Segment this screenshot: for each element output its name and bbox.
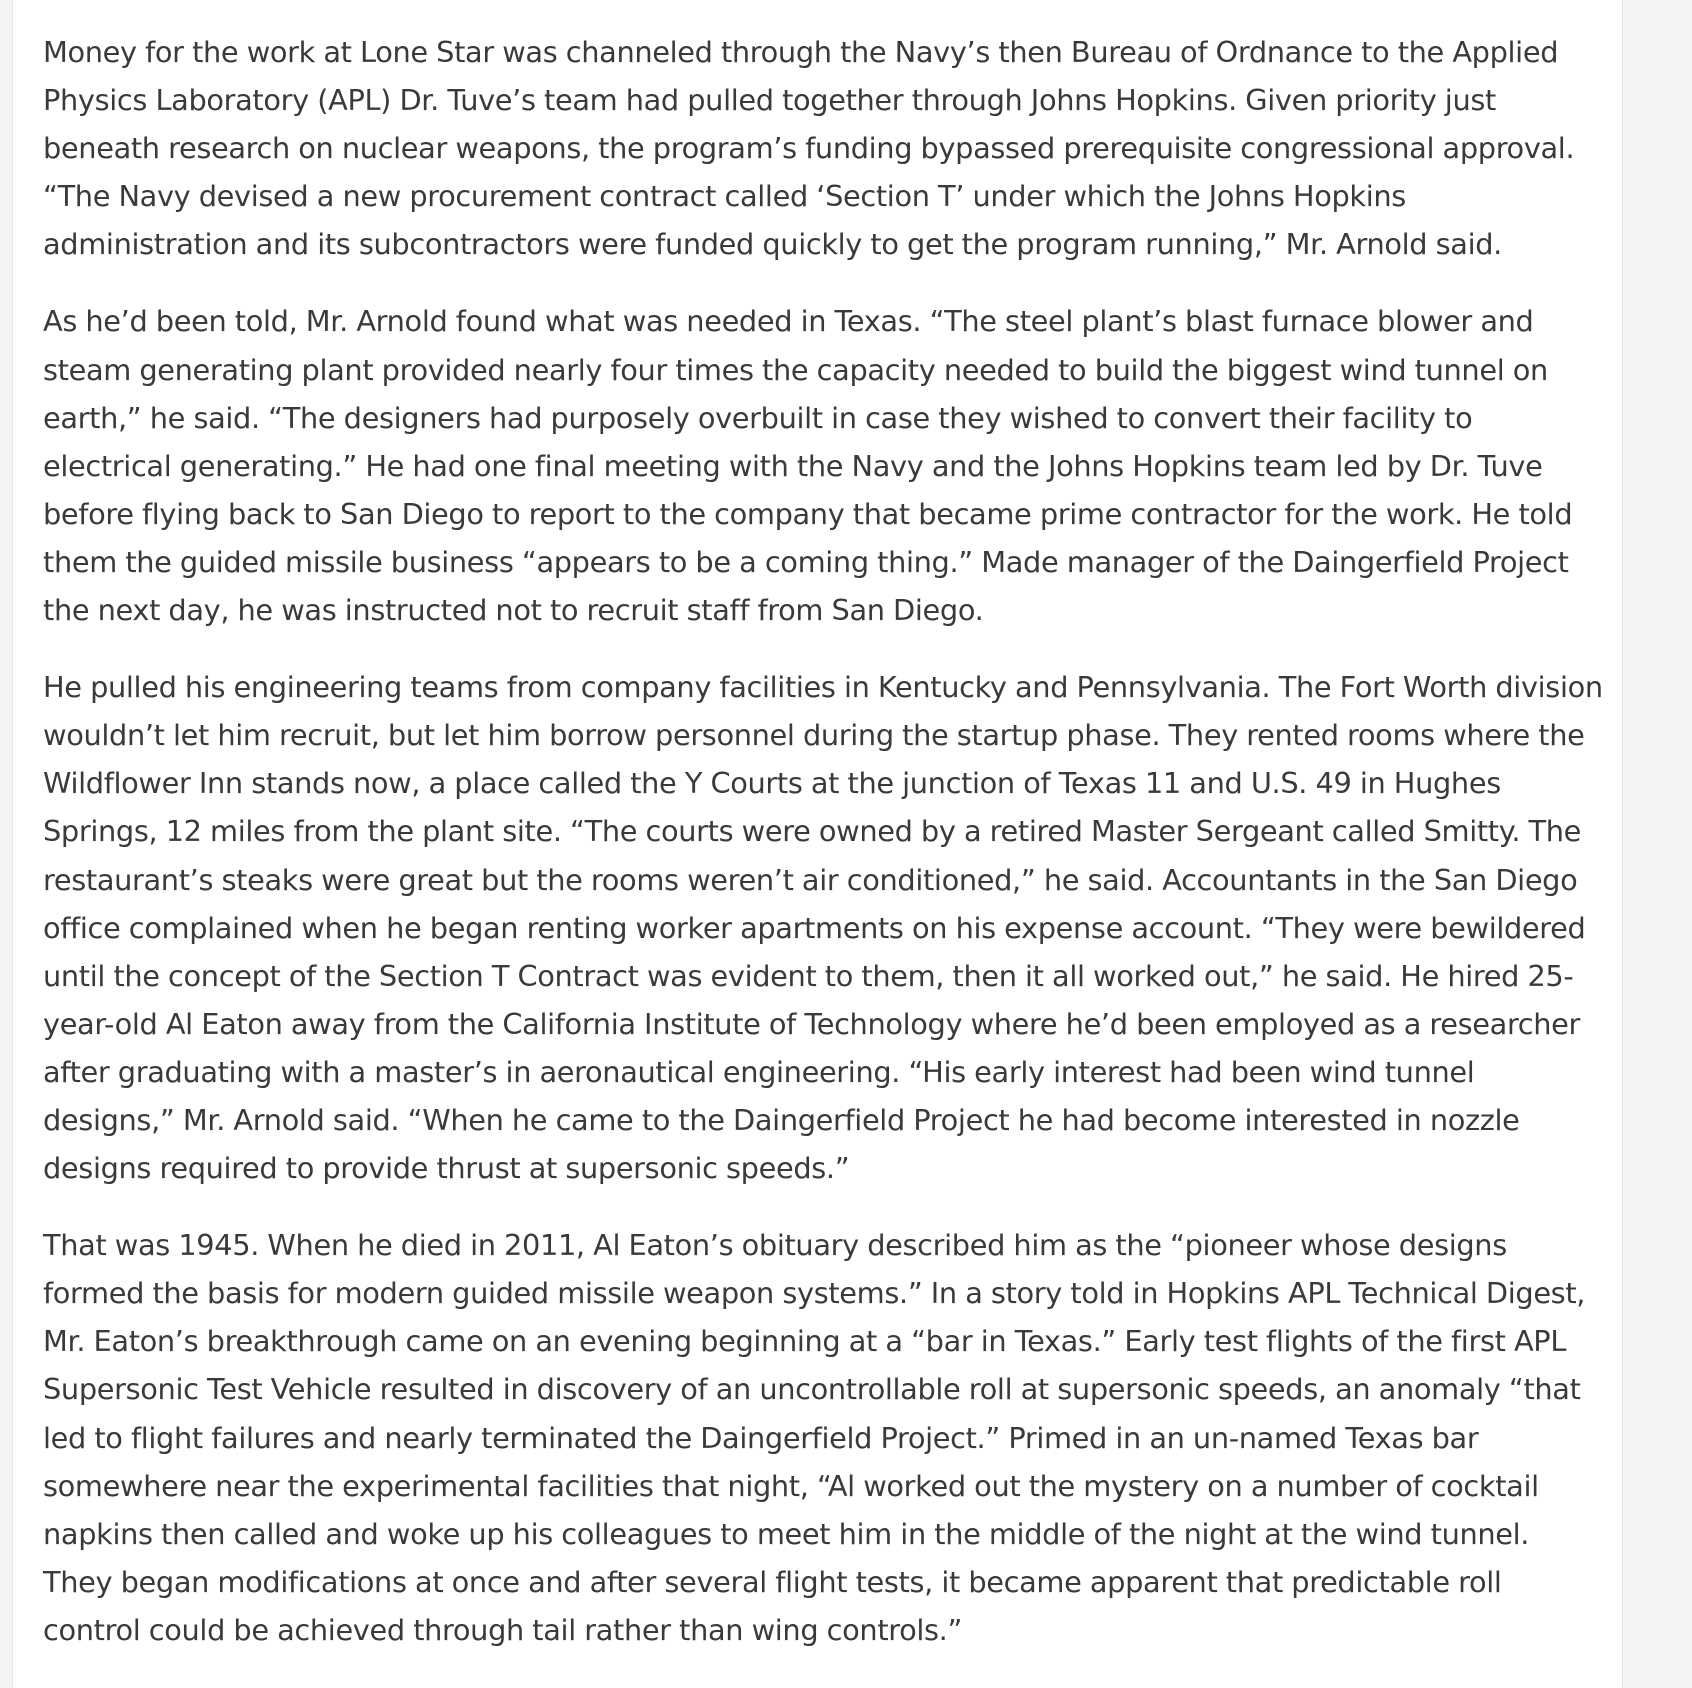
article-paragraph: Money for the work at Lone Star was channeled through the Navy’s then Bureau of Ordnance to the Applied Physics Laboratory (APL) Dr. Tuve’s team had pulled together through Johns Hopkins. Given priority just beneath research on nuclear weapons, the program’s funding bypassed prerequisite congressional approval. “The Navy devised a new procurement contract called ‘Section T’ under which the Johns Hopkins administration and its subcontractors were funded quickly to get the program running,” Mr. Arnold said.: [43, 35, 1575, 262]
article-paragraph: As he’d been told, Mr. Arnold found what was needed in Texas. “The steel plant’s blast furnace blower and steam generating plant provided nearly four times the capacity needed to build the biggest wind tunnel on earth,” he said. “The designers had purposely overbuilt in case they wished to convert their facility to electrical generating.” He had one final meeting with the Navy and the Johns Hopkins team led by Dr. Tuve before flying back to San Diego to report to the company that became prime contractor for the work. He told them the guided missile business “appears to be a coming thing.” Made manager of the Daingerfield Project the next day, he was instructed not to recruit staff from San Diego.: [43, 304, 1573, 628]
article-body: [43, 28, 1603, 1683]
article-paragraph: That was 1945. When he died in 2011, Al Eaton’s obituary described him as the “pioneer whose designs formed the basis for modern guided missile weapon systems.” In a story told in Hopkins APL Technical Digest, Mr. Eaton’s breakthrough came on an evening beginning at a “bar in Texas.” Early test flights of the first APL Supersonic Test Vehicle resulted in discovery of an uncontrollable roll at supersonic speeds, an anomaly “that led to flight failures and nearly terminated the Daingerfield Project.” Primed in an un-named Texas bar somewhere near the experimental facilities that night, “Al worked out the mystery on a number of cocktail napkins then called and woke up his colleagues to meet him in the middle of the night at the wind tunnel. They began modifications at once and after several flight tests, it became apparent that predictable roll control could be achieved through tail rather than wing controls.”: [43, 1228, 1586, 1647]
article-card: [12, 0, 1623, 1688]
article-paragraph: He pulled his engineering teams from company facilities in Kentucky and Pennsylvania. The Fort Worth division wouldn’t let him recruit, but let him borrow personnel during the startup phase. They rented rooms where the Wildflower Inn stands now, a place called the Y Courts at the junction of Texas 11 and U.S. 49 in Hughes Springs, 12 miles from the plant site. “The courts were owned by a retired Master Sergeant called Smitty. The restaurant’s steaks were great but the rooms weren’t air conditioned,” he said. Accountants in the San Diego office complained when he began renting worker apartments on his expense account. “They were bewildered until the concept of the Section T Contract was evident to them, then it all worked out,” he said. He hired 25-year-old Al Eaton away from the California Institute of Technology where he’d been employed as a researcher after graduating with a master’s in aeronautical engineering. “His early interest had been wind tunnel designs,” Mr. Arnold said. “When he came to the Daingerfield Project he had become interested in nozzle designs required to provide thrust at supersonic speeds.”: [43, 670, 1603, 1186]
